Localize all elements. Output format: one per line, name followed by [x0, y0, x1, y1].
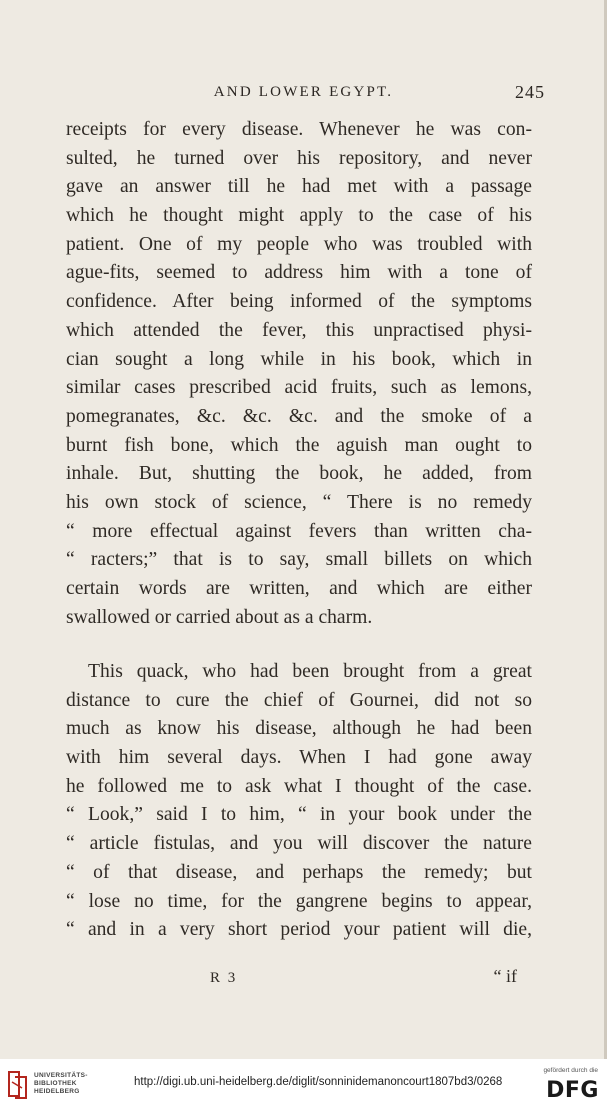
- library-name-line: BIBLIOTHEK: [34, 1080, 77, 1087]
- text-line: This quack, who had been brought from a great: [88, 661, 532, 682]
- text-line: swallowed or carried about as a charm.: [66, 606, 373, 628]
- running-head: [62, 84, 545, 110]
- text-line: “ lose no time, for the gangrene begins to appear,: [66, 890, 532, 912]
- text-line: confidence. After being informed of the symptoms: [66, 291, 532, 313]
- paragraph-1: [66, 116, 532, 632]
- text-line: which he thought might apply to the case of his: [66, 205, 532, 227]
- text-line: his own stock of science, “ There is no remedy: [66, 491, 532, 513]
- university-library-logo-icon: [6, 1068, 30, 1100]
- text-line: pomegranates, &c. &c. &c. and the smoke of a: [66, 405, 532, 427]
- dfg-logo: DFG: [546, 1078, 599, 1103]
- text-line: receipts for every disease. Whenever he was con-: [66, 119, 532, 140]
- text-line: patient. One of my people who was troubled with: [66, 233, 532, 255]
- text-line: with him several days. When I had gone away: [66, 747, 532, 769]
- text-line: similar cases prescribed acid fruits, such as lemons,: [66, 377, 532, 399]
- text-line: burnt fish bone, which the aguish man ought to: [66, 434, 532, 456]
- paragraph-2: [66, 658, 532, 945]
- viewer-footer: [0, 1059, 607, 1109]
- signature-mark: R 3: [210, 970, 238, 986]
- library-name-line: UNIVERSITÄTS-: [34, 1072, 88, 1079]
- text-line: which attended the fever, this unpractised physi-: [66, 319, 532, 341]
- text-line: “ article fistulas, and you will discover the nature: [66, 833, 532, 855]
- funding-note: gefördert durch die: [543, 1067, 598, 1074]
- text-line: “ and in a very short period your patient will die,: [66, 919, 532, 941]
- text-line: certain words are written, and which are either: [66, 578, 532, 599]
- text-line: “ racters;” that is to say, small billets on which: [66, 549, 532, 571]
- text-line: sulted, he turned over his repository, and never: [66, 147, 532, 169]
- text-line: “ Look,” said I to him, “ in your book under the: [66, 804, 532, 826]
- library-name-line: HEIDELBERG: [34, 1088, 80, 1095]
- catchword: “ if: [493, 966, 517, 986]
- text-line: ague-fits, seemed to address him with a tone of: [66, 262, 532, 284]
- text-line: cian sought a long while in his book, which in: [66, 348, 532, 370]
- text-line: gave an answer till he had met with a passage: [66, 176, 532, 198]
- text-line: “ more effectual against fevers than written cha-: [66, 520, 532, 542]
- library-name: [34, 1072, 88, 1096]
- text-line: distance to cure the chief of Gournei, did not so: [66, 689, 532, 711]
- page-number: 245: [515, 82, 545, 102]
- text-line: much as know his disease, although he had been: [66, 718, 532, 740]
- text-line: he followed me to ask what I thought of the case.: [66, 775, 532, 797]
- text-line: inhale. But, shutting the book, he added, from: [66, 463, 532, 485]
- text-line: “ of that disease, and perhaps the remedy; but: [66, 861, 532, 883]
- permalink-url[interactable]: http://digi.ub.uni-heidelberg.de/diglit/sonninidemanoncourt1807bd3/0268: [134, 1076, 503, 1088]
- running-head-title: AND LOWER EGYPT.: [213, 84, 394, 100]
